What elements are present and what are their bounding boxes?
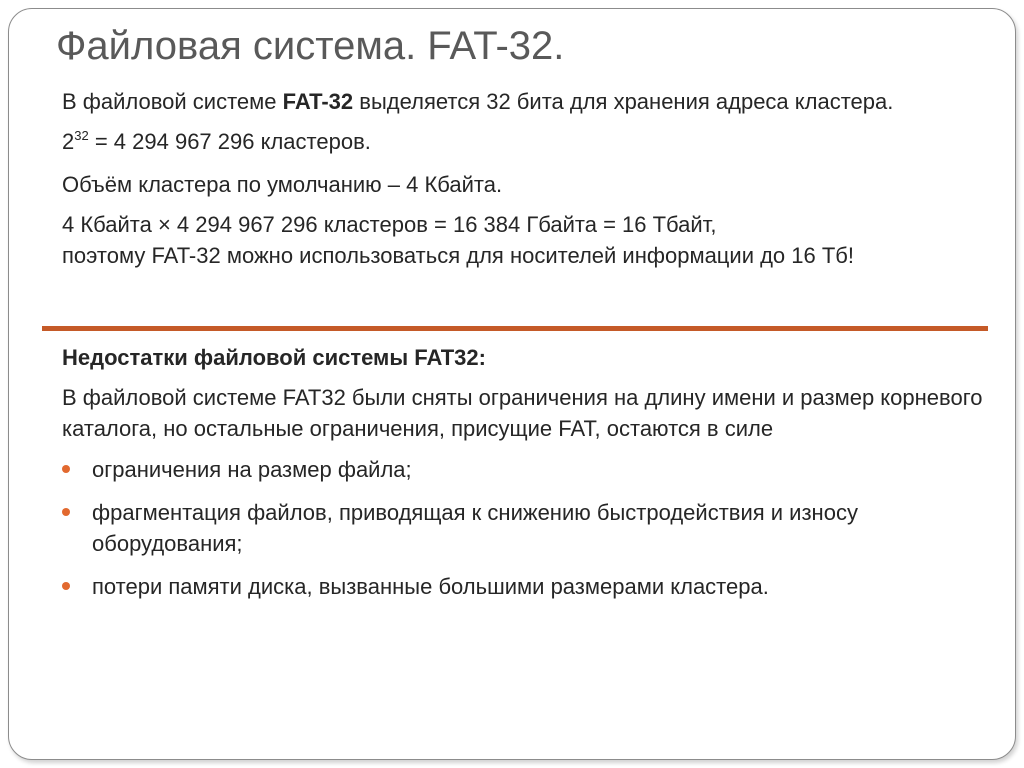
power-base: 2 xyxy=(62,129,75,154)
intro-section xyxy=(62,86,1002,271)
bullet-dot-icon xyxy=(62,508,70,516)
list-item-text: фрагментация файлов, приводящая к снижению быстродействия и износу оборудования; xyxy=(92,500,858,556)
drawbacks-section xyxy=(62,342,1002,614)
list-item-text: ограничения на размер файла; xyxy=(92,457,412,482)
list-item-text: потери памяти диска, вызванные большими размерами кластера. xyxy=(92,574,769,599)
drawbacks-heading: Недостатки файловой системы FAT32: xyxy=(62,345,486,370)
section-divider xyxy=(42,326,988,331)
capacity-calculation xyxy=(62,209,1002,271)
calc-line-2: поэтому FAT-32 можно использоваться для носителей информации до 16 Тб! xyxy=(62,243,855,268)
power-formula xyxy=(62,126,1002,160)
list-item xyxy=(62,571,1002,602)
bullet-dot-icon xyxy=(62,465,70,473)
power-result: = 4 294 967 296 кластеров. xyxy=(88,129,371,154)
power-exponent: 32 xyxy=(74,128,89,143)
slide-title: Файловая система. FAT-32. xyxy=(56,24,565,68)
bullet-dot-icon xyxy=(62,582,70,590)
intro-text-after: выделяется 32 бита для хранения адреса кластера. xyxy=(353,89,894,114)
drawbacks-list xyxy=(62,454,1002,602)
intro-text-bold: FAT-32 xyxy=(282,89,354,114)
drawbacks-description: В файловой системе FAT32 были сняты ограничения на длину имени и размер корневого каталога, но остальные ограничения, присущие FAT, остаются в силе xyxy=(62,385,983,441)
intro-paragraph xyxy=(62,86,1002,117)
intro-text-before: В файловой системе xyxy=(62,89,283,114)
calc-line-1: 4 Кбайта × 4 294 967 296 кластеров = 16 384 Гбайта = 16 Тбайт, xyxy=(62,212,717,237)
list-item xyxy=(62,454,1002,485)
list-item xyxy=(62,497,1002,559)
cluster-default-size: Объём кластера по умолчанию – 4 Кбайта. xyxy=(62,172,503,197)
